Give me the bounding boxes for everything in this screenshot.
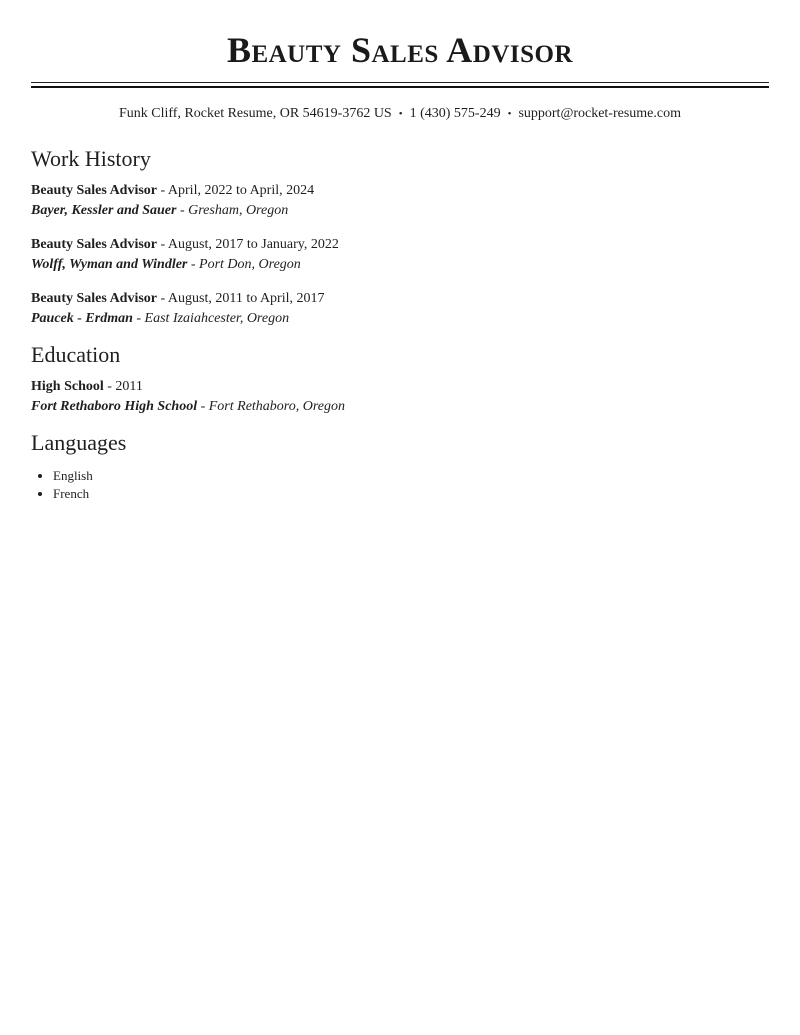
job-location: - Gresham, Oregon — [176, 203, 289, 218]
contact-address: Funk Cliff, Rocket Resume, OR 54619-3762 US — [118, 106, 392, 121]
language-item: • French — [53, 485, 769, 503]
work-entry — [31, 235, 769, 275]
job-company: Paucek - Erdman — [31, 311, 133, 326]
education-entry-school-line — [31, 397, 769, 417]
job-location: - Port Don, Oregon — [187, 257, 301, 272]
work-entry-title-line — [31, 289, 769, 309]
education-location: - Fort Rethaboro, Oregon — [197, 399, 345, 414]
resume-title: Beauty Sales Advisor — [226, 30, 574, 70]
job-title: Beauty Sales Advisor — [31, 183, 158, 198]
education-year: - 2011 — [103, 379, 143, 394]
work-entry — [31, 289, 769, 329]
work-entry-title-line — [31, 235, 769, 255]
education-school: Fort Rethaboro High School — [31, 399, 198, 414]
job-location: - East Izaiahcester, Oregon — [132, 311, 290, 326]
job-title: Beauty Sales Advisor — [31, 237, 158, 252]
languages-heading: Languages — [31, 430, 127, 455]
contact-separator: • — [398, 108, 403, 120]
job-dates: - August, 2017 to January, 2022 — [157, 237, 339, 252]
work-entry-company-line — [31, 201, 769, 221]
work-entry-title-line — [31, 181, 769, 201]
resume-page — [31, 0, 769, 503]
contact-email: support@rocket-resume.com — [518, 106, 682, 121]
job-company: Wolff, Wyman and Windler — [31, 257, 188, 272]
education-entry — [31, 377, 769, 417]
work-history-heading: Work History — [31, 146, 151, 171]
title-divider-thin — [31, 82, 769, 83]
contact-separator: • — [507, 108, 512, 120]
education-degree: High School — [31, 379, 104, 394]
education-heading: Education — [31, 342, 121, 367]
contact-phone: 1 (430) 575-249 — [409, 106, 501, 121]
contact-line — [31, 105, 769, 123]
job-dates: - August, 2011 to April, 2017 — [157, 291, 325, 306]
work-entry-company-line — [31, 255, 769, 275]
education-entry-degree-line — [31, 377, 769, 397]
work-entry — [31, 181, 769, 221]
language-item: • English — [53, 467, 769, 485]
languages-list — [31, 467, 769, 503]
job-company: Bayer, Kessler and Sauer — [31, 203, 177, 218]
title-divider-thick — [31, 86, 769, 88]
work-entry-company-line — [31, 309, 769, 329]
job-dates: - April, 2022 to April, 2024 — [157, 183, 315, 198]
job-title: Beauty Sales Advisor — [31, 291, 158, 306]
